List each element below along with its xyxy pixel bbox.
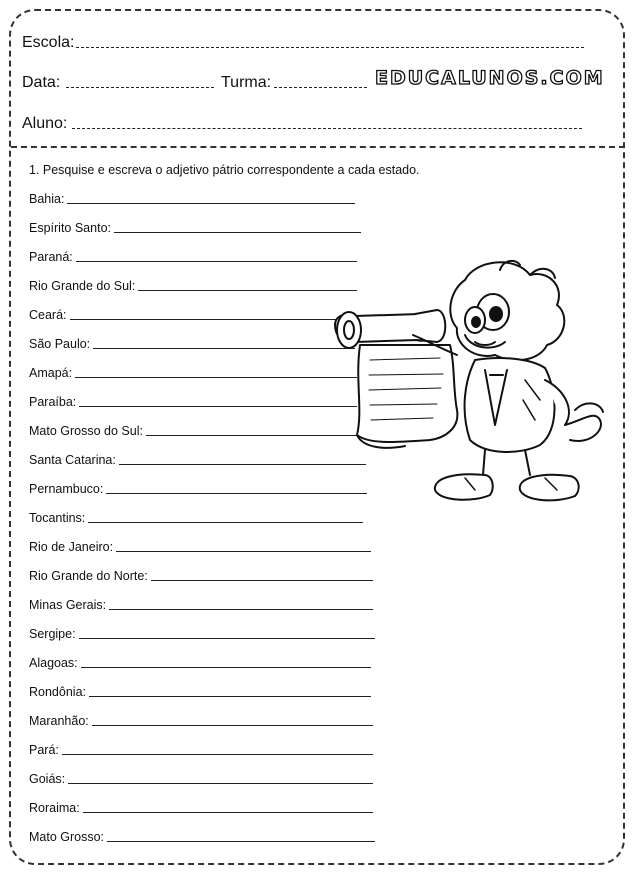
state-label: Goiás: xyxy=(29,772,66,786)
state-row xyxy=(29,713,373,729)
state-row xyxy=(29,800,373,816)
answer-line[interactable] xyxy=(93,348,355,349)
state-label: Pernambuco: xyxy=(29,482,104,496)
state-row xyxy=(29,597,373,613)
state-row xyxy=(29,655,371,671)
state-row xyxy=(29,278,357,294)
state-label: Paraná: xyxy=(29,250,73,264)
mascot-icon xyxy=(325,250,615,520)
answer-line[interactable] xyxy=(68,783,373,784)
answer-line[interactable] xyxy=(92,725,373,726)
state-label: Espírito Santo: xyxy=(29,221,111,235)
state-label: Bahia: xyxy=(29,192,65,206)
state-label: Tocantins: xyxy=(29,511,86,525)
state-label: Roraima: xyxy=(29,801,80,815)
escola-row xyxy=(22,32,584,54)
data-label: Data: xyxy=(22,74,61,91)
aluno-row xyxy=(22,113,582,135)
state-label: Rio de Janeiro: xyxy=(29,540,114,554)
state-row xyxy=(29,307,356,323)
answer-line[interactable] xyxy=(81,667,371,668)
state-label: Rondônia: xyxy=(29,685,86,699)
answer-line[interactable] xyxy=(88,522,363,523)
aluno-field[interactable] xyxy=(72,128,582,129)
state-row xyxy=(29,539,371,555)
answer-line[interactable] xyxy=(75,377,357,378)
state-row xyxy=(29,220,361,236)
state-label: Mato Grosso do Sul: xyxy=(29,424,143,438)
question-text: 1. Pesquise e escreva o adjetivo pátrio correspondente a cada estado. xyxy=(29,163,420,177)
state-row xyxy=(29,771,373,787)
answer-line[interactable] xyxy=(62,754,373,755)
state-label: Minas Gerais: xyxy=(29,598,107,612)
state-row xyxy=(29,626,375,642)
state-label: Rio Grande do Norte: xyxy=(29,569,148,583)
state-label: Sergipe: xyxy=(29,627,76,641)
aluno-label: Aluno: xyxy=(22,115,68,132)
state-label: Mato Grosso: xyxy=(29,830,105,844)
escola-label: Escola: xyxy=(22,34,75,51)
data-row xyxy=(22,72,367,94)
state-row xyxy=(29,336,355,352)
state-row xyxy=(29,365,357,381)
state-label: Paraíba: xyxy=(29,395,77,409)
answer-line[interactable] xyxy=(76,261,357,262)
escola-field[interactable] xyxy=(76,47,584,48)
state-label: Rio Grande do Sul: xyxy=(29,279,136,293)
answer-line[interactable] xyxy=(67,203,355,204)
answer-line[interactable] xyxy=(151,580,373,581)
answer-line[interactable] xyxy=(116,551,371,552)
answer-line[interactable] xyxy=(79,638,375,639)
state-label: Ceará: xyxy=(29,308,67,322)
state-label: Pará: xyxy=(29,743,59,757)
state-label: Alagoas: xyxy=(29,656,78,670)
data-field[interactable] xyxy=(66,87,214,88)
answer-line[interactable] xyxy=(79,406,357,407)
state-label: Amapá: xyxy=(29,366,73,380)
state-row xyxy=(29,191,355,207)
state-row xyxy=(29,249,357,265)
answer-line[interactable] xyxy=(107,841,375,842)
header-divider xyxy=(11,146,625,148)
state-row xyxy=(29,394,357,410)
state-label: São Paulo: xyxy=(29,337,91,351)
state-label: Maranhão: xyxy=(29,714,89,728)
answer-line[interactable] xyxy=(114,232,361,233)
answer-line[interactable] xyxy=(109,609,373,610)
answer-line[interactable] xyxy=(70,319,356,320)
state-row xyxy=(29,423,368,439)
state-row xyxy=(29,829,375,845)
turma-label: Turma: xyxy=(221,74,272,91)
answer-line[interactable] xyxy=(89,696,371,697)
state-row xyxy=(29,568,373,584)
state-label: Santa Catarina: xyxy=(29,453,116,467)
state-row xyxy=(29,481,367,497)
turma-field[interactable] xyxy=(274,87,367,88)
state-row xyxy=(29,510,363,526)
state-row xyxy=(29,452,366,468)
brand-logo: EDUCALUNOS.COM xyxy=(375,67,605,89)
state-row xyxy=(29,684,371,700)
answer-line[interactable] xyxy=(83,812,373,813)
state-row xyxy=(29,742,373,758)
